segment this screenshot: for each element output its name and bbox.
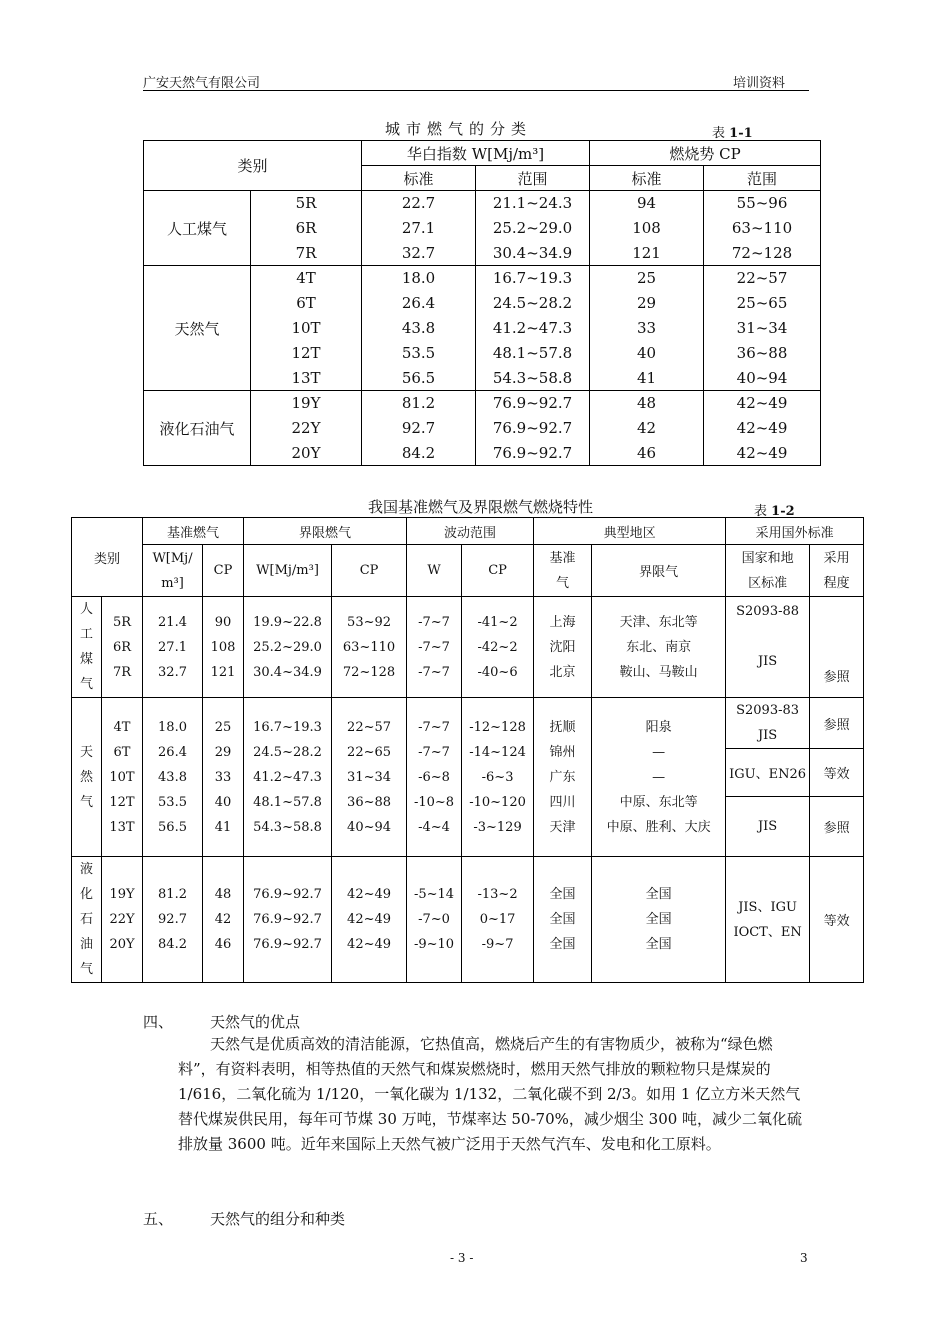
t2-limit-region: [592, 698, 726, 857]
t2-limit: —: [652, 769, 666, 785]
t2-limit-cp: [332, 597, 407, 698]
t2-header-limit-cp: CP: [332, 545, 407, 597]
t2-fcp: -10~120: [469, 794, 526, 810]
t2-lcp: 42~49: [347, 937, 392, 952]
header-doc-type: 培训资料: [733, 76, 786, 91]
t2-lw: 76.9~92.7: [253, 912, 322, 927]
t2-lcp: 63~110: [342, 639, 396, 655]
t2-fw: -7~0: [418, 912, 450, 927]
t2-base: 四川: [549, 794, 576, 810]
t2-g2-char: 天: [79, 744, 93, 760]
t1-group-name: 液化石油气: [144, 391, 251, 466]
t2-group-name: [72, 857, 102, 983]
t2-cp: 46: [214, 937, 232, 952]
t2-w: 27.1: [158, 639, 187, 655]
t2-base-w: [143, 698, 203, 857]
t1-w-std: 26.4: [362, 291, 476, 316]
t1-cp-range: 40~94: [704, 366, 821, 391]
t2-header-category: 类别: [72, 518, 143, 597]
t2-code: 22Y: [109, 912, 135, 927]
t2-g3-char: 石: [79, 912, 93, 927]
t1-w-std: 92.7: [362, 416, 476, 441]
t1-w-range: 54.3~58.8: [476, 366, 590, 391]
header-company: 广安天然气有限公司: [143, 76, 261, 91]
t2-std: S2093-83: [736, 703, 800, 718]
section4-body: [178, 1032, 808, 1157]
t1-header-category: 类别: [144, 141, 362, 191]
t2-adopt: [810, 749, 864, 797]
t2-fw: -9~10: [413, 937, 455, 952]
t1-w-range: 76.9~92.7: [476, 391, 590, 416]
t2-code: 13T: [109, 819, 135, 835]
gas-classification-table: [143, 140, 821, 466]
t2-w: 26.4: [158, 744, 187, 760]
t2-std: IGU、EN26: [729, 767, 807, 782]
t1-code: 22Y: [251, 416, 362, 441]
t2-code: 5R: [112, 614, 132, 630]
section4-number: 四、: [143, 1013, 174, 1031]
t1-cp-std: 94: [590, 191, 704, 216]
t2-fluct-w: [407, 857, 462, 983]
t2-cp: 42: [214, 912, 232, 927]
t2-limit: 鞍山、马鞍山: [619, 664, 698, 680]
t2-header-w-unit: [143, 545, 203, 597]
t2-lcp: 42~49: [347, 912, 392, 927]
t1-header-w-range: 范围: [476, 166, 590, 191]
t2-lcp: 36~88: [347, 794, 392, 810]
t2-header-limit-gas: 界限燃气: [244, 518, 407, 545]
t1-w-range: 48.1~57.8: [476, 341, 590, 366]
t2-fw: -10~8: [413, 794, 455, 810]
t1-header-cp: 燃烧势 CP: [590, 141, 821, 166]
t2-fw: -5~14: [413, 887, 455, 902]
t2-group-name: [72, 597, 102, 698]
t2-g2-char: 然: [79, 769, 93, 785]
t1-header-w-std: 标准: [362, 166, 476, 191]
t2-limit: 中原、东北等: [619, 794, 698, 810]
t1-cp-range: 63~110: [704, 216, 821, 241]
t2-base: 抚顺: [549, 719, 576, 735]
t2-limit-w: [244, 857, 332, 983]
t1-w-range: 25.2~29.0: [476, 216, 590, 241]
t2-adopt-value: 参照: [823, 821, 850, 836]
t2-codes: [102, 698, 143, 857]
t2-lcp: 22~57: [347, 719, 392, 735]
t2-header-base-cp: CP: [203, 545, 244, 597]
t1-w-std: 81.2: [362, 391, 476, 416]
t1-cp-range: 55~96: [704, 191, 821, 216]
t2-cp: 108: [210, 639, 236, 655]
t1-cp-std: 42: [590, 416, 704, 441]
table2-caption: 我国基准燃气及界限燃气燃烧特性: [368, 498, 594, 516]
t2-limit-w: [244, 597, 332, 698]
t2-adopt: [810, 597, 864, 698]
t2-base: 沈阳: [549, 639, 576, 655]
t1-header-cp-range: 范围: [704, 166, 821, 191]
t2-base-cp: [203, 597, 244, 698]
t1-code: 5R: [251, 191, 362, 216]
t1-cp-range: 31~34: [704, 316, 821, 341]
t2-g1-char: 煤: [79, 652, 93, 667]
t2-limit: 全国: [645, 937, 672, 952]
t2-nat-std-b: 区标准: [748, 575, 788, 591]
t2-lw: 19.9~22.8: [253, 614, 322, 630]
t1-w-range: 24.5~28.2: [476, 291, 590, 316]
t2-lcp: 40~94: [347, 819, 392, 835]
t1-cp-range: 42~49: [704, 441, 821, 466]
t2-g2-char: 气: [79, 794, 93, 810]
t1-cp-range: 42~49: [704, 391, 821, 416]
t2-w: 21.4: [158, 614, 187, 630]
t2-cp: 48: [214, 887, 232, 902]
t2-base: 全国: [549, 887, 576, 902]
t2-std: JIS: [757, 728, 778, 743]
t2-std: JIS: [757, 819, 778, 834]
t2-lw: 76.9~92.7: [253, 887, 322, 902]
section5-number: 五、: [143, 1210, 174, 1228]
t2-nat-std: [726, 797, 810, 857]
t1-cp-std: 25: [590, 266, 704, 291]
t2-cp: 25: [214, 719, 232, 735]
t2-adopt-value: 等效: [823, 914, 850, 929]
t2-g1-char: 气: [79, 677, 93, 692]
t1-code: 13T: [251, 366, 362, 391]
t2-lw: 76.9~92.7: [253, 937, 322, 952]
t2-lcp: 53~92: [347, 614, 392, 630]
t2-cp: 40: [214, 794, 232, 810]
t2-header-foreign-std: 采用国外标准: [726, 518, 864, 545]
t2-fluct-cp: [462, 597, 534, 698]
t2-base: 上海: [549, 614, 576, 630]
t2-code: 19Y: [109, 887, 135, 902]
t1-w-std: 84.2: [362, 441, 476, 466]
t2-fw: -7~7: [418, 744, 450, 760]
t1-cp-std: 46: [590, 441, 704, 466]
t2-lcp: 72~128: [342, 664, 396, 680]
t2-header-fluct: 波动范围: [407, 518, 534, 545]
header-rule: [143, 90, 809, 91]
t2-codes: [102, 857, 143, 983]
t2-header-fluct-w: W: [407, 545, 462, 597]
t2-fcp: -6~3: [481, 769, 514, 785]
t1-group-name: 人工煤气: [144, 191, 251, 266]
t2-cp: 33: [214, 769, 232, 785]
t2-fluct-w: [407, 698, 462, 857]
t2-header-limit-w: W[Mj/m³]: [244, 545, 332, 597]
t2-base-b: 气: [556, 575, 570, 591]
t2-code: 4T: [113, 719, 131, 735]
t2-fw: -6~8: [418, 769, 450, 785]
t1-w-std: 56.5: [362, 366, 476, 391]
t2-base: 锦州: [549, 744, 576, 760]
t2-adopt-value: 等效: [823, 767, 850, 782]
t1-w-std: 22.7: [362, 191, 476, 216]
t2-std: JIS、IGU: [738, 899, 797, 915]
t1-code: 6T: [251, 291, 362, 316]
t1-w-range: 21.1~24.3: [476, 191, 590, 216]
t1-cp-range: 25~65: [704, 291, 821, 316]
t2-limit-region: [592, 857, 726, 983]
t2-group-name: [72, 698, 102, 857]
t2-cp: 29: [214, 744, 232, 760]
table1-label-prefix: 表: [712, 126, 726, 141]
t2-lw: 24.5~28.2: [253, 744, 322, 760]
t2-adopt: [810, 698, 864, 749]
t2-limit: 全国: [645, 912, 672, 927]
t2-lw: 16.7~19.3: [253, 719, 322, 735]
t2-fcp: -14~124: [469, 744, 526, 760]
t1-group-name: 天然气: [144, 266, 251, 391]
t2-lcp: 31~34: [347, 769, 392, 785]
t2-fcp: -9~7: [481, 937, 514, 952]
t2-limit: 全国: [645, 887, 672, 902]
t1-code: 6R: [251, 216, 362, 241]
t1-cp-std: 29: [590, 291, 704, 316]
t2-header-nat-std: [726, 545, 810, 597]
t2-limit-w: [244, 698, 332, 857]
t2-nat-std: [726, 749, 810, 797]
t1-header-cp-std: 标准: [590, 166, 704, 191]
t2-std: S2093-88: [736, 604, 800, 619]
t2-lw: 41.2~47.3: [253, 769, 322, 785]
t2-g1-char: 工: [79, 627, 93, 642]
t2-fcp: -40~6: [477, 664, 518, 680]
t2-fw: -7~7: [418, 639, 450, 655]
t2-w: 92.7: [158, 912, 187, 927]
t2-w: 43.8: [158, 769, 187, 785]
t2-fw: -7~7: [418, 664, 450, 680]
t2-limit-cp: [332, 698, 407, 857]
section4-title: 天然气的优点: [210, 1013, 301, 1031]
t2-lw: 25.2~29.0: [253, 639, 322, 655]
table1-caption: 城市燃气的分类: [385, 120, 533, 138]
t2-header-fluct-cp: CP: [462, 545, 534, 597]
t2-base-w: [143, 597, 203, 698]
t2-limit: 天津、东北等: [619, 614, 698, 630]
table2-label-prefix: 表: [754, 504, 768, 519]
t2-adopt: [810, 797, 864, 857]
t2-header-limit-region: 界限气: [592, 545, 726, 597]
t2-nat-std: [726, 597, 810, 698]
t2-header-adopt: [810, 545, 864, 597]
t1-w-range: 16.7~19.3: [476, 266, 590, 291]
t1-cp-range: 72~128: [704, 241, 821, 266]
gas-combustion-table: [71, 517, 864, 983]
t2-header-base-region: [534, 545, 592, 597]
t2-fw: -4~4: [418, 819, 450, 835]
t1-code: 7R: [251, 241, 362, 266]
t2-adopt: [810, 857, 864, 983]
t1-code: 19Y: [251, 391, 362, 416]
t2-code: 20Y: [109, 937, 135, 952]
t1-cp-std: 48: [590, 391, 704, 416]
t1-cp-range: 22~57: [704, 266, 821, 291]
t2-lcp: 22~65: [347, 744, 392, 760]
t2-adopt-b: 程度: [823, 575, 850, 591]
t1-code: 10T: [251, 316, 362, 341]
t2-w: 18.0: [158, 719, 187, 735]
t2-codes: [102, 597, 143, 698]
t2-fw: -7~7: [418, 719, 450, 735]
t1-header-wobbe: 华白指数 W[Mj/m³]: [362, 141, 590, 166]
t1-cp-std: 108: [590, 216, 704, 241]
table1-label-num: 1-1: [729, 126, 753, 141]
t2-fluct-w: [407, 597, 462, 698]
t2-adopt-value: 参照: [823, 670, 850, 685]
t2-cp: 90: [214, 614, 232, 630]
t2-adopt-value: 参照: [823, 717, 850, 733]
t2-header-base-gas: 基准燃气: [143, 518, 244, 545]
t1-w-std: 32.7: [362, 241, 476, 266]
t2-std: IOCT、EN: [733, 924, 802, 940]
t2-fw: -7~7: [418, 614, 450, 630]
t2-base: 广东: [549, 769, 576, 785]
table2-label-num: 1-2: [771, 504, 795, 519]
t2-nat-std-a: 国家和地: [741, 550, 794, 566]
section4-paragraph: 天然气是优质高效的清洁能源，它热值高，燃烧后产生的有害物质少，被称为“绿色燃料”，有资料表明，相等热值的天然气和煤炭燃烧时，燃用天然气排放的颗粒物只是煤炭的 1/616，二氧化硫为 1/120，一氧化碳为 1/132，二氧化碳不到 2/3。如用 1 亿立方米天然气替代煤炭供民用，每年可节煤 30 万吨，节煤率达 50-70%，减少烟尘 300 吨，减少二氧化硫排放量 3600 吨。近年来国际上天然气被广泛用于天然气汽车、发电和化工原料。: [178, 1035, 803, 1153]
t2-fcp: -3~129: [473, 819, 522, 835]
t1-cp-std: 121: [590, 241, 704, 266]
t2-code: 10T: [109, 769, 135, 785]
t2-nat-std: [726, 698, 810, 749]
t2-base: 全国: [549, 912, 576, 927]
t2-g3-char: 液: [79, 862, 93, 877]
t2-std: JIS: [757, 654, 778, 669]
t2-base: 全国: [549, 937, 576, 952]
t2-w: 56.5: [158, 819, 187, 835]
t2-g3-char: 化: [79, 887, 93, 902]
t1-cp-std: 41: [590, 366, 704, 391]
t1-code: 4T: [251, 266, 362, 291]
t2-w-unit-b: m³]: [161, 575, 184, 591]
t2-cp: 41: [214, 819, 232, 835]
t2-code: 6R: [112, 639, 132, 655]
t2-base-cp: [203, 698, 244, 857]
t1-code: 20Y: [251, 441, 362, 466]
t1-w-range: 76.9~92.7: [476, 416, 590, 441]
t2-cp: 121: [210, 664, 236, 680]
t2-limit-region: [592, 597, 726, 698]
t2-fcp: -12~128: [469, 719, 526, 735]
t2-lw: 30.4~34.9: [253, 664, 322, 680]
t2-w-unit-a: W[Mj/: [152, 550, 193, 566]
t2-base-region: [534, 857, 592, 983]
t2-fcp: 0~17: [479, 912, 516, 927]
t2-base-a: 基准: [549, 550, 576, 566]
t2-adopt-a: 采用: [823, 550, 850, 566]
t1-w-std: 53.5: [362, 341, 476, 366]
page-number-center: - 3 -: [450, 1251, 474, 1265]
t2-header-region: 典型地区: [534, 518, 726, 545]
t2-lw: 54.3~58.8: [253, 819, 322, 835]
t1-cp-std: 33: [590, 316, 704, 341]
t2-lw: 48.1~57.8: [253, 794, 322, 810]
t2-g3-char: 气: [79, 962, 93, 977]
t2-base-region: [534, 698, 592, 857]
t1-cp-range: 42~49: [704, 416, 821, 441]
t2-limit: —: [652, 744, 666, 760]
t2-limit: 阳泉: [645, 719, 672, 735]
t1-w-range: 30.4~34.9: [476, 241, 590, 266]
t2-fcp: -41~2: [477, 614, 518, 630]
t2-base-region: [534, 597, 592, 698]
t2-code: 12T: [109, 794, 135, 810]
t2-base: 北京: [549, 664, 576, 680]
t2-fluct-cp: [462, 857, 534, 983]
table1-label: [712, 122, 753, 141]
t2-limit: 东北、南京: [626, 639, 692, 655]
t2-base-cp: [203, 857, 244, 983]
t1-w-std: 18.0: [362, 266, 476, 291]
t2-w: 32.7: [158, 664, 187, 680]
t2-base-w: [143, 857, 203, 983]
t2-nat-std: [726, 857, 810, 983]
t2-base: 天津: [549, 819, 576, 835]
t2-w: 84.2: [158, 937, 187, 952]
t1-w-range: 76.9~92.7: [476, 441, 590, 466]
t1-cp-range: 36~88: [704, 341, 821, 366]
t1-w-std: 43.8: [362, 316, 476, 341]
t1-w-range: 41.2~47.3: [476, 316, 590, 341]
t2-g3-char: 油: [79, 937, 93, 952]
t1-w-std: 27.1: [362, 216, 476, 241]
t2-fluct-cp: [462, 698, 534, 857]
t2-fcp: -42~2: [477, 639, 518, 655]
t2-lcp: 42~49: [347, 887, 392, 902]
t2-g1-char: 人: [79, 602, 93, 617]
t2-w: 81.2: [158, 887, 187, 902]
t2-limit-cp: [332, 857, 407, 983]
t1-code: 12T: [251, 341, 362, 366]
t2-code: 6T: [113, 744, 131, 760]
t1-cp-std: 40: [590, 341, 704, 366]
t2-limit: 中原、胜利、大庆: [606, 819, 711, 835]
t2-fcp: -13~2: [477, 887, 518, 902]
section5-title: 天然气的组分和种类: [210, 1210, 346, 1228]
t2-w: 53.5: [158, 794, 187, 810]
page-number-right: 3: [800, 1251, 808, 1265]
t2-code: 7R: [112, 664, 132, 680]
